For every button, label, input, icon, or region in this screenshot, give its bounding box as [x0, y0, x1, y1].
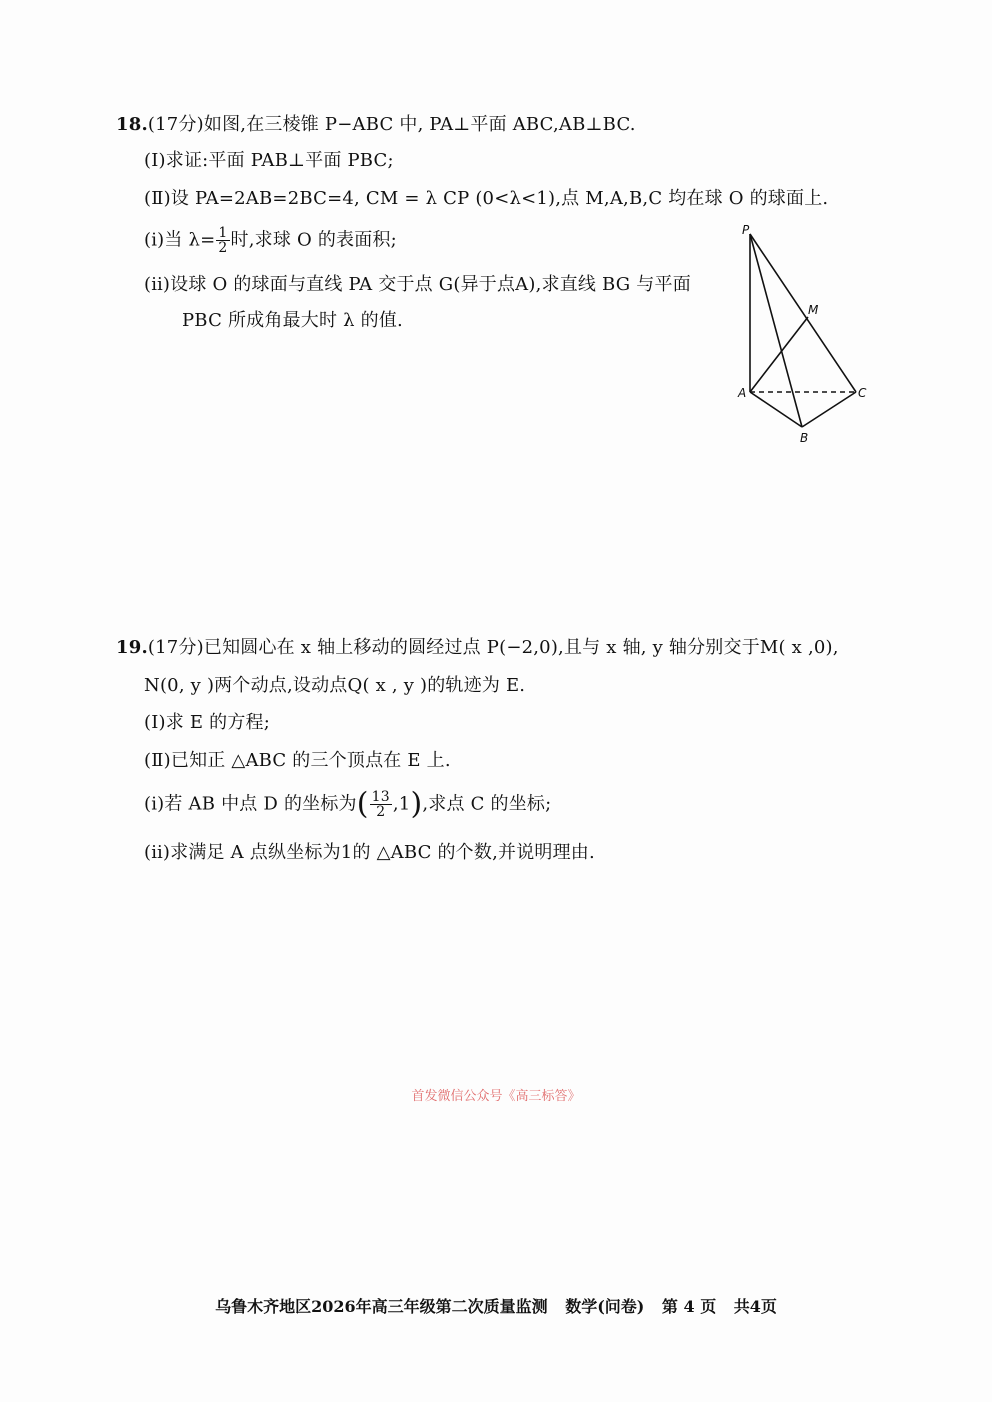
tetrahedron-figure: [730, 222, 880, 447]
q18-lambda-fraction: [216, 226, 229, 255]
q18-part2: (Ⅱ)设 PA=2AB=2BC=4, CM = λ CP (0<λ<1),点 M,A,B,C 均在球 O 的球面上.: [144, 188, 829, 209]
q19-stem-line2: N(0, y )两个动点,设动点Q( x , y )的轨迹为 E.: [144, 675, 526, 696]
q18-part2-ii-line2: PBC 所成角最大时 λ 的值.: [182, 310, 403, 331]
edge-PC: [750, 234, 856, 392]
q18-number: 18.: [116, 114, 148, 135]
q19-stem-line1: [116, 635, 839, 661]
q18-part1: (Ⅰ)求证:平面 PAB⊥平面 PBC;: [144, 150, 394, 171]
footer-exam: 乌鲁木齐地区2026年高三年级第二次质量监测: [215, 1297, 548, 1316]
q19-part2-i: [144, 786, 552, 822]
q19-stem-text1: 已知圆心在 x 轴上移动的圆经过点 P(−2,0),且与 x 轴, y 轴分别交于M( x ,0),: [203, 637, 839, 658]
label-B: B: [800, 431, 809, 445]
q18-frac-num: 1: [218, 225, 228, 241]
q19-frac-num: 13: [371, 789, 390, 805]
q19-part2-i-prefix: (ⅰ)若 AB 中点 D 的坐标为: [144, 793, 357, 815]
footer-page: 第 4 页: [661, 1297, 717, 1316]
footer-total: 共4页: [733, 1297, 777, 1316]
q18-score: (17分): [147, 114, 204, 135]
q19-number: 19.: [116, 637, 148, 658]
q18-stem: [116, 112, 636, 138]
label-M: M: [808, 303, 819, 317]
q18-part2-i-prefix: (ⅰ)当 λ=: [144, 229, 216, 251]
footer-subject: 数学(问卷): [565, 1297, 645, 1316]
label-C: C: [858, 386, 867, 400]
q18-stem-text: 如图,在三棱锥 P−ABC 中, PA⊥平面 ABC,AB⊥BC.: [203, 114, 636, 135]
label-A: A: [738, 386, 747, 400]
right-paren: ): [410, 786, 423, 822]
watermark-text: 首发微信公众号《高三标答》: [411, 1089, 581, 1104]
left-paren: (: [356, 786, 369, 822]
q19-part2-ii: (ⅱ)求满足 A 点纵坐标为1的 △ABC 的个数,并说明理由.: [144, 842, 595, 863]
label-P: P: [742, 223, 750, 237]
q19-frac-den: 2: [376, 804, 386, 820]
q18-part2-ii-line1: (ⅱ)设球 O 的球面与直线 PA 交于点 G(异于点A),求直线 BG 与平面: [144, 274, 691, 295]
q19-part2: (Ⅱ)已知正 △ABC 的三个顶点在 E 上.: [144, 750, 451, 771]
page-footer: [0, 1294, 992, 1317]
q18-frac-den: 2: [218, 240, 228, 256]
edge-BC: [802, 392, 856, 427]
q19-coord-tail: ,1: [392, 793, 411, 815]
q19-score: (17分): [147, 637, 204, 658]
q18-part2-i: [144, 226, 397, 255]
segment-AM: [750, 317, 808, 392]
q19-part2-i-suffix: ,求点 C 的坐标;: [422, 793, 552, 815]
q18-part2-i-suffix: 时,求球 O 的表面积;: [230, 229, 397, 251]
q19-part1: (Ⅰ)求 E 的方程;: [144, 712, 271, 733]
q19-d-fraction: [370, 790, 392, 819]
